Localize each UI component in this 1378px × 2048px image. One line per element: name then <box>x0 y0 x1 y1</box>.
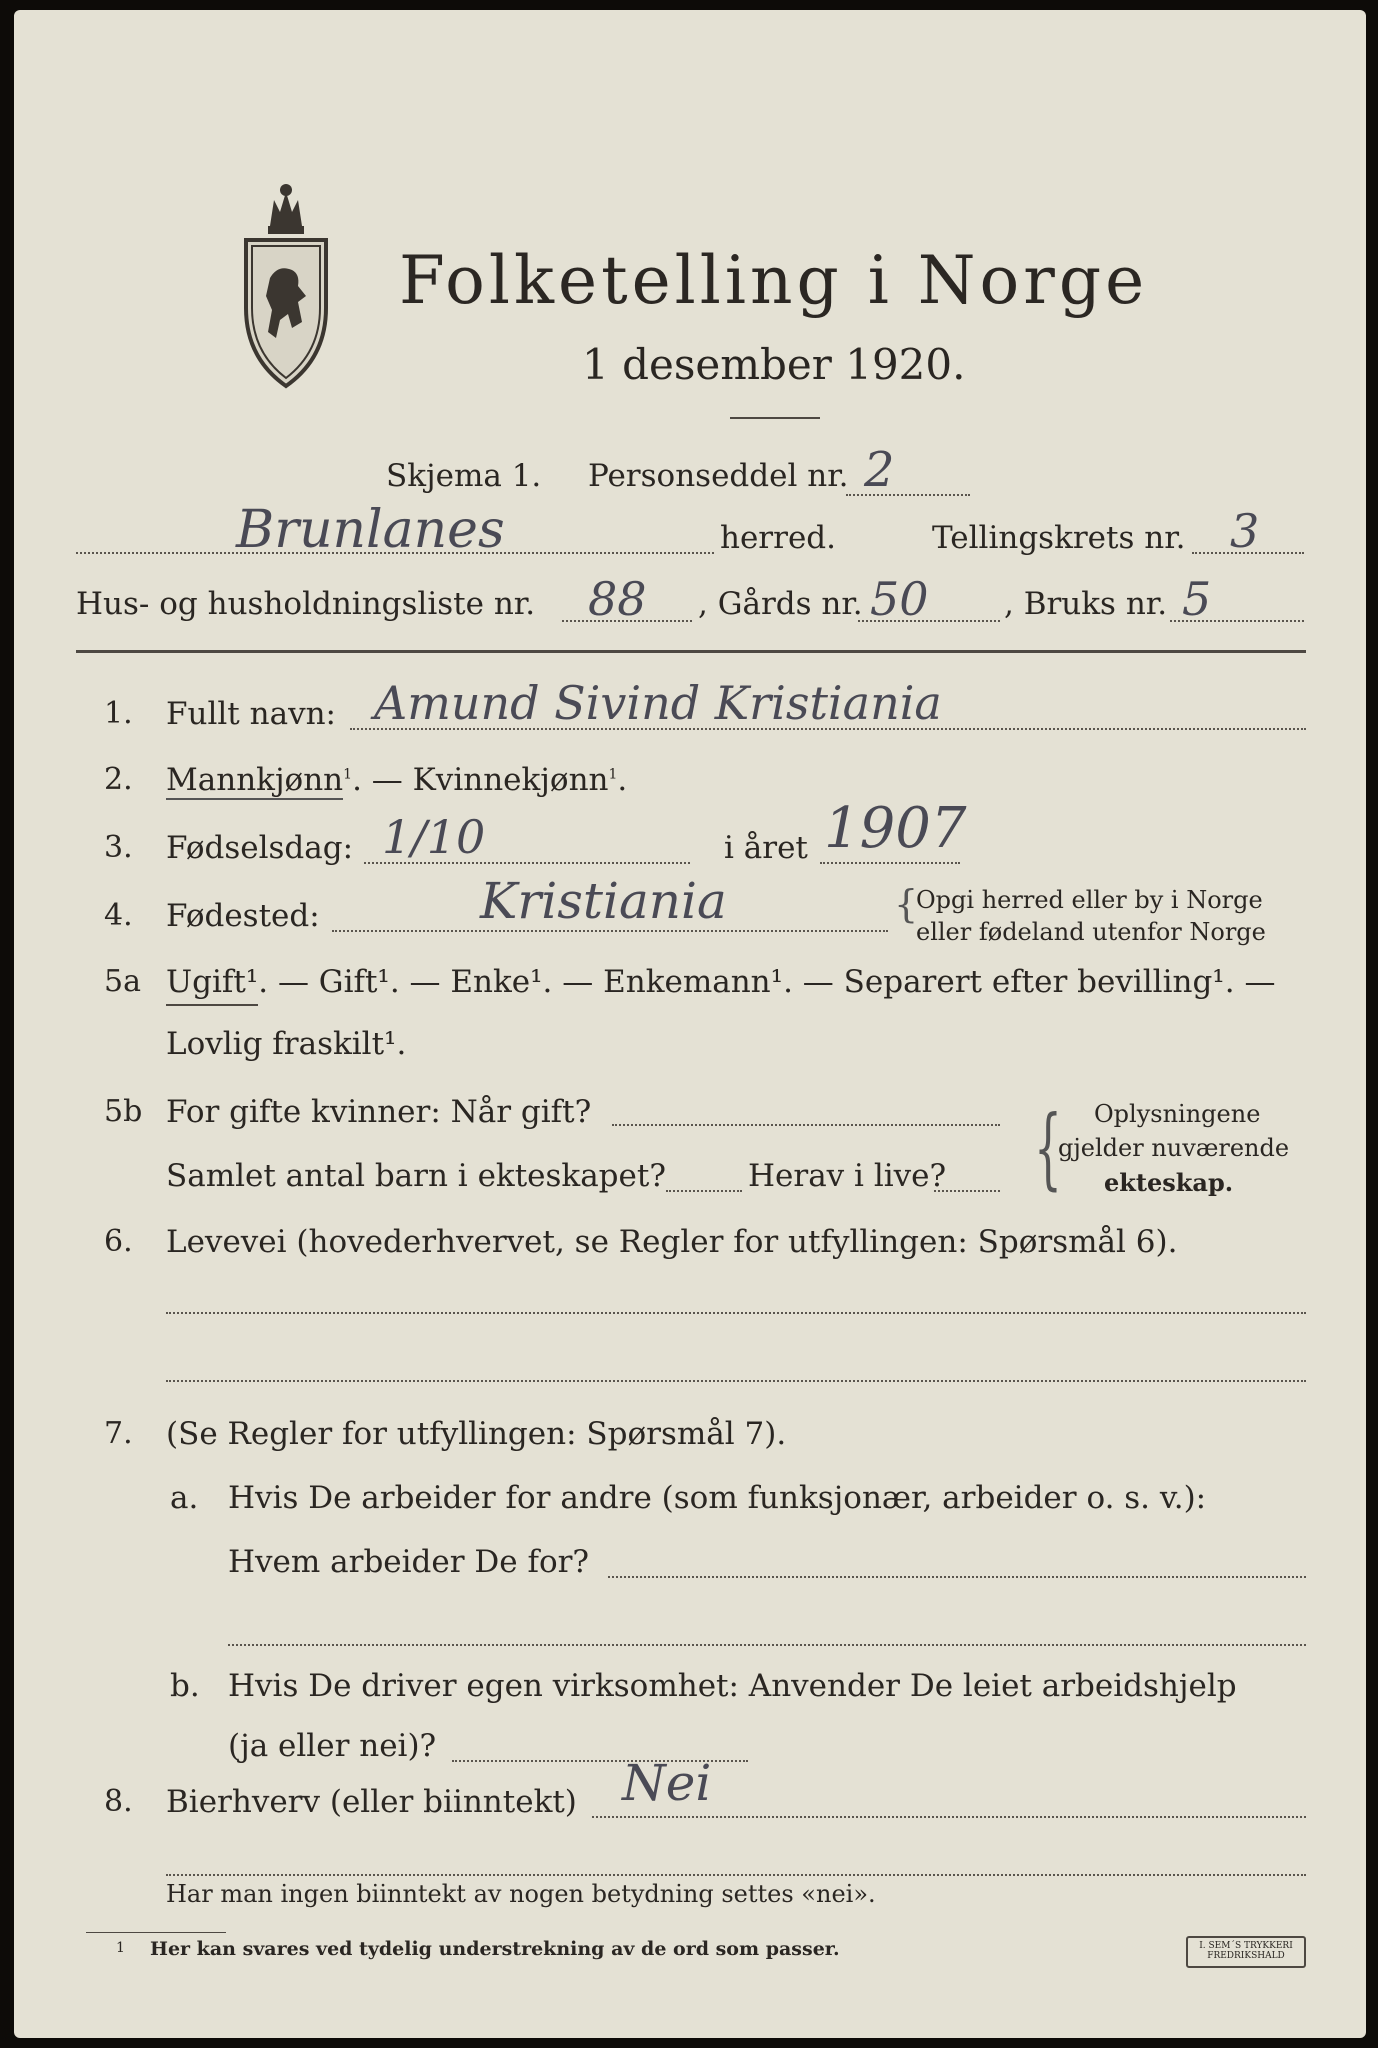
q4-label: Fødested: <box>166 898 320 934</box>
q3-number: 3. <box>104 830 133 865</box>
herred-name: Brunlanes <box>236 500 505 560</box>
q5a-line2: Lovlig fraskilt¹. <box>166 1026 407 1062</box>
form-title: Folketelling i Norge <box>399 242 1149 319</box>
q2-male-option: Mannkjønn <box>166 762 344 798</box>
q6-field-line-2 <box>166 1380 1306 1382</box>
q7-number: 7. <box>104 1416 133 1451</box>
personseddel-label: Personseddel nr. <box>588 458 849 494</box>
q7a-line2: Hvem arbeider De for? <box>228 1544 590 1580</box>
q7b-label: b. <box>170 1668 200 1704</box>
q4-birthplace: Kristiania <box>480 872 727 930</box>
bruks-label: , Bruks nr. <box>1004 586 1168 622</box>
q2-number: 2. <box>104 762 133 797</box>
printer-stamp <box>1186 1936 1306 1968</box>
nei-note: Har man ingen biinntekt av nogen betydning settes «nei». <box>166 1880 876 1908</box>
herred-label: herred. <box>720 520 836 556</box>
printer-stamp-line2: FREDRIKSHALD <box>1207 1951 1285 1961</box>
q7a-field-line-1 <box>608 1576 1306 1578</box>
q3-birth-year: 1907 <box>824 796 967 861</box>
q8-label: Bierhverv (eller biinntekt) <box>166 1784 577 1820</box>
q4-note-line1: Opgi herred eller by i Norge <box>916 886 1263 914</box>
q4-note-line2: eller fødeland utenfor Norge <box>916 918 1266 946</box>
gards-label: , Gårds nr. <box>698 586 863 622</box>
q7a-field-line-2 <box>228 1644 1306 1646</box>
gards-number: 50 <box>870 572 929 626</box>
tellingskrets-label: Tellingskrets nr. <box>932 520 1186 556</box>
q7-text: (Se Regler for utfyllingen: Spørsmål 7). <box>166 1416 787 1452</box>
q3-year-field-line <box>820 862 960 864</box>
q8-number: 8. <box>104 1784 133 1819</box>
q5b-note-line2: gjelder nuværende <box>1058 1134 1290 1162</box>
q5b-note-line1: Oplysningene <box>1094 1100 1261 1128</box>
footnote-divider <box>86 1932 226 1933</box>
q8-answer: Nei <box>622 1754 712 1812</box>
q5b-number: 5b <box>104 1094 143 1129</box>
q6-number: 6. <box>104 1224 133 1259</box>
q1-label: Fullt navn: <box>166 696 336 732</box>
husholdningsliste-label: Hus- og husholdningsliste nr. <box>76 586 536 622</box>
q4-field-line <box>332 930 888 932</box>
census-form-page <box>14 10 1366 2038</box>
printer-stamp-line1: I. SEM´S TRYKKERI <box>1199 1941 1293 1951</box>
q3-label: Fødselsdag: <box>166 830 354 866</box>
q7b-line2: (ja eller nei)? <box>228 1728 437 1764</box>
q5b-married-field-line <box>612 1124 1000 1126</box>
census-date: 1 desember 1920. <box>582 340 966 389</box>
q8-field-line-1 <box>592 1816 1306 1818</box>
section-divider <box>76 650 1306 653</box>
q5b-children-label: Samlet antal barn i ekteskapet? <box>166 1158 666 1194</box>
q6-field-line-1 <box>166 1312 1306 1314</box>
q7b-line1: Hvis De driver egen virksomhet: Anvender De leiet arbeidshjelp <box>228 1668 1237 1704</box>
footnote-mark: 1 <box>116 1940 125 1956</box>
q1-full-name: Amund Sivind Kristiania <box>374 676 942 730</box>
q4-brace: { <box>894 882 919 926</box>
q7a-line1: Hvis De arbeider for andre (som funksjonær, arbeider o. s. v.): <box>228 1480 1207 1516</box>
q5b-children-field-line <box>666 1190 742 1192</box>
q5b-note-line3: ekteskap. <box>1104 1168 1234 1197</box>
q8-field-line-2 <box>166 1874 1306 1876</box>
q5a-line1: Ugift¹. — Gift¹. — Enke¹. — Enkemann¹. — Separert efter bevilling¹. — <box>166 964 1276 1000</box>
q2-female-option: Kvinnekjønn <box>412 762 609 798</box>
tellingskrets-number: 3 <box>1230 504 1260 558</box>
husholdningsliste-number: 88 <box>588 572 647 626</box>
q1-number: 1. <box>104 696 133 731</box>
coat-of-arms-icon <box>240 178 332 392</box>
title-divider <box>730 417 820 419</box>
q5b-alive-label: Herav i live? <box>748 1158 947 1194</box>
q5a-number: 5a <box>104 964 141 999</box>
bruks-number: 5 <box>1182 572 1212 626</box>
q7a-label: a. <box>170 1480 199 1516</box>
q5b-line1: For gifte kvinner: Når gift? <box>166 1094 592 1130</box>
skjema-label: Skjema 1. <box>386 458 542 494</box>
q3-year-label: i året <box>724 830 808 866</box>
q4-number: 4. <box>104 898 133 933</box>
q5b-alive-field-line <box>934 1190 1000 1192</box>
q5b-brace: { <box>1034 1096 1062 1199</box>
q6-text: Levevei (hovederhvervet, se Regler for utfyllingen: Spørsmål 6). <box>166 1224 1178 1260</box>
personseddel-number: 2 <box>864 442 895 498</box>
q5a-ugift-underline <box>166 1004 258 1006</box>
q2-options: Mannkjønn$^1$. — Kvinnekjønn$^1$. <box>166 762 628 798</box>
q3-birth-date: 1/10 <box>382 810 486 864</box>
footnote-text: Her kan svares ved tydelig understrekning av de ord som passer. <box>150 1938 840 1960</box>
